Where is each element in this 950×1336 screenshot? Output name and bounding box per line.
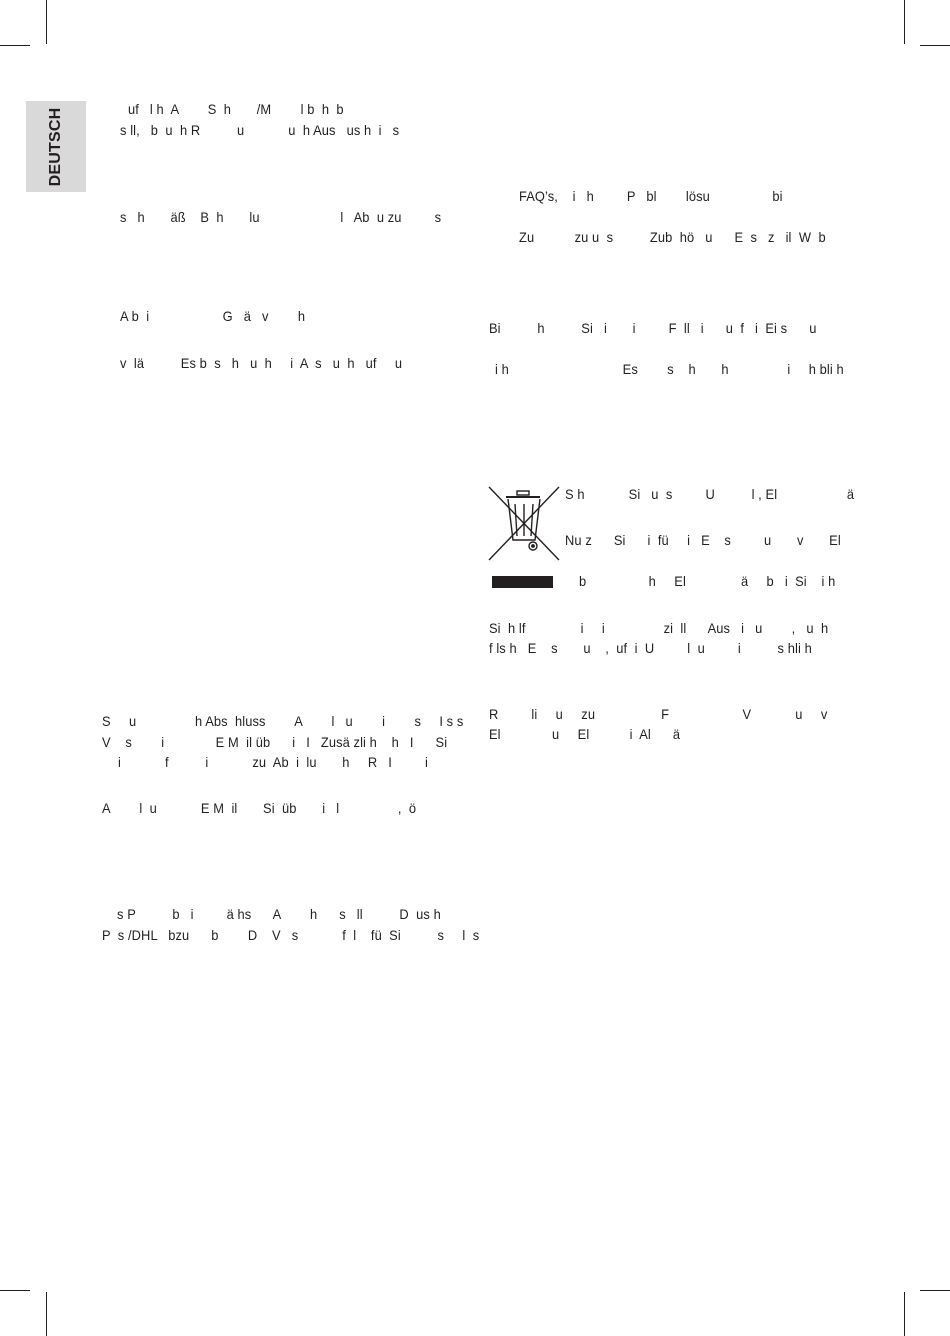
right-text-line: b h El ä b i Si i h [579,573,836,589]
right-text-line: R li u zu F V u v [489,706,828,722]
left-text-line: s ll, b u h R u u h Aus us h i s [120,122,400,138]
weee-black-bar [492,576,553,588]
right-text-line: i h Es s h h i h bli h [495,361,844,377]
language-tab-label: DEUTSCH [47,107,64,186]
crop-mark-bottom-left-h [0,1290,30,1291]
crop-mark-bottom-right-h [920,1290,950,1291]
left-text-line: A l u E M il Si üb i l , ö [102,800,417,816]
language-tab [26,101,86,192]
crop-mark-bottom-left-v [46,1292,47,1336]
right-text-line: Nu z Si i fü i E s u v El [565,532,841,548]
crop-mark-top-right-v [904,0,905,44]
left-text-line: P s /DHL bzu b D V s f l fü Si s l s [102,927,480,943]
crop-mark-top-left-h [0,45,30,46]
right-text-line: Si h lf i i zi ll Aus i u , u h [489,620,829,636]
left-text-line: V s i E M il üb i I Zusä zli h h I Si [102,734,448,750]
crop-mark-top-right-h [920,45,950,46]
crossed-out-bin-icon [487,484,561,562]
left-text-line: S u h Abs hluss A l u i s I s s [102,713,464,729]
right-text-line: FAQ’s, i h P bl lösu bi [519,188,783,204]
crop-mark-top-left-v [46,0,47,44]
left-text-line: s h äß B h lu l Ab u zu s [120,209,442,225]
right-text-line: El u El i Al ä [489,726,681,742]
left-text-line: i f i zu Ab i lu h R I i [118,754,428,770]
right-text-line: S h Si u s U l , El ä [565,486,855,502]
right-text-line: f ls h E s u , uf i U l u i s hli h [489,640,812,656]
left-text-line: A b i G ä v h [120,308,306,324]
right-text-line: Bi h Si i i F ll i u f i Ei s u [489,320,817,336]
left-text-line: v lä Es b s h u h i A s u h uf u [120,355,403,371]
left-text-line: uf l h A S h /M l b h b [128,101,344,117]
crop-mark-bottom-right-v [904,1292,905,1336]
left-text-line: s P b i ä hs A h s ll D us h [117,906,441,922]
right-text-line: Zu zu u s Zub hö u E s z il W b [519,229,826,245]
